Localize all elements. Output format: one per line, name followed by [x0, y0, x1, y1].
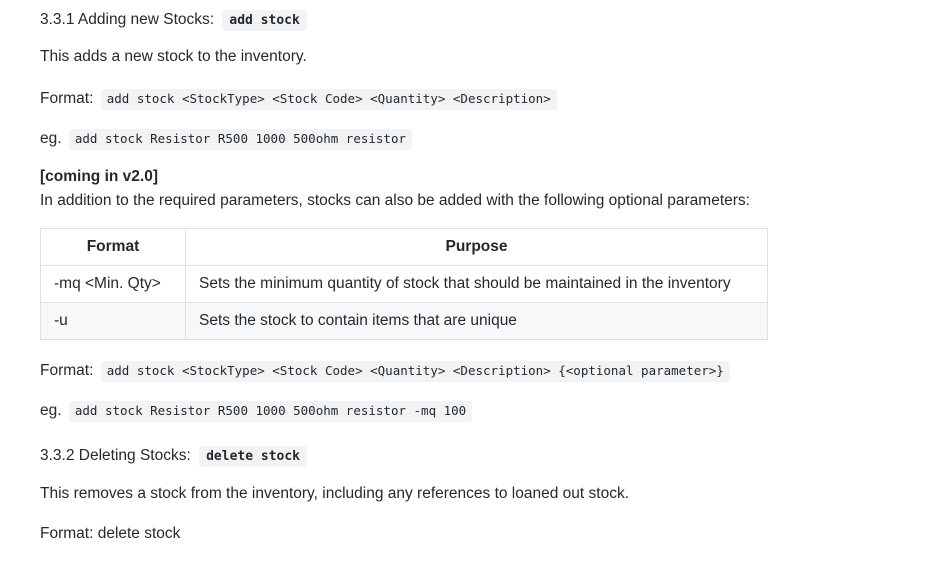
format-code: add stock <StockType> <Stock Code> <Quantity> <Description> [101, 89, 557, 110]
table-row [41, 303, 768, 340]
format-code-optional: add stock <StockType> <Stock Code> <Quantity> <Description> {<optional parameter>} [101, 361, 730, 382]
add-stock-description: This adds a new stock to the inventory. [40, 48, 307, 65]
delete-format-line: Format: delete stock [40, 525, 181, 542]
row-purpose: Sets the stock to contain items that are unique [186, 303, 768, 340]
example-label: eg. [40, 130, 62, 147]
optional-intro: In addition to the required parameters, stocks can also be added with the following optional parameters: [40, 192, 750, 209]
header-format: Format [41, 229, 186, 266]
command-code: add stock [222, 10, 306, 31]
delete-stock-description: This removes a stock from the inventory, including any references to loaned out stock. [40, 485, 629, 502]
example-line-optional [40, 401, 472, 422]
header-purpose: Purpose [186, 229, 768, 266]
heading-text: 3.3.1 Adding new Stocks: [40, 11, 215, 28]
format-label: Format: [40, 362, 94, 379]
command-code: delete stock [199, 446, 307, 467]
heading-text: 3.3.2 Deleting Stocks: [40, 447, 191, 464]
optional-parameters-table [40, 228, 768, 340]
table-header-row [41, 229, 768, 266]
format-line [40, 89, 557, 110]
row-format: -mq <Min. Qty> [41, 266, 186, 303]
row-purpose: Sets the minimum quantity of stock that should be maintained in the inventory [186, 266, 768, 303]
example-code: add stock Resistor R500 1000 500ohm resistor [69, 129, 412, 150]
example-label: eg. [40, 402, 62, 419]
row-format: -u [41, 303, 186, 340]
section-heading-delete-stock [40, 446, 307, 467]
format-label: Format: [40, 90, 94, 107]
table-row [41, 266, 768, 303]
example-line [40, 129, 412, 150]
coming-label: [coming in v2.0] [40, 168, 158, 185]
format-line-optional [40, 361, 730, 382]
section-heading-add-stock [40, 10, 307, 31]
example-code-optional: add stock Resistor R500 1000 500ohm resistor -mq 100 [69, 401, 472, 422]
